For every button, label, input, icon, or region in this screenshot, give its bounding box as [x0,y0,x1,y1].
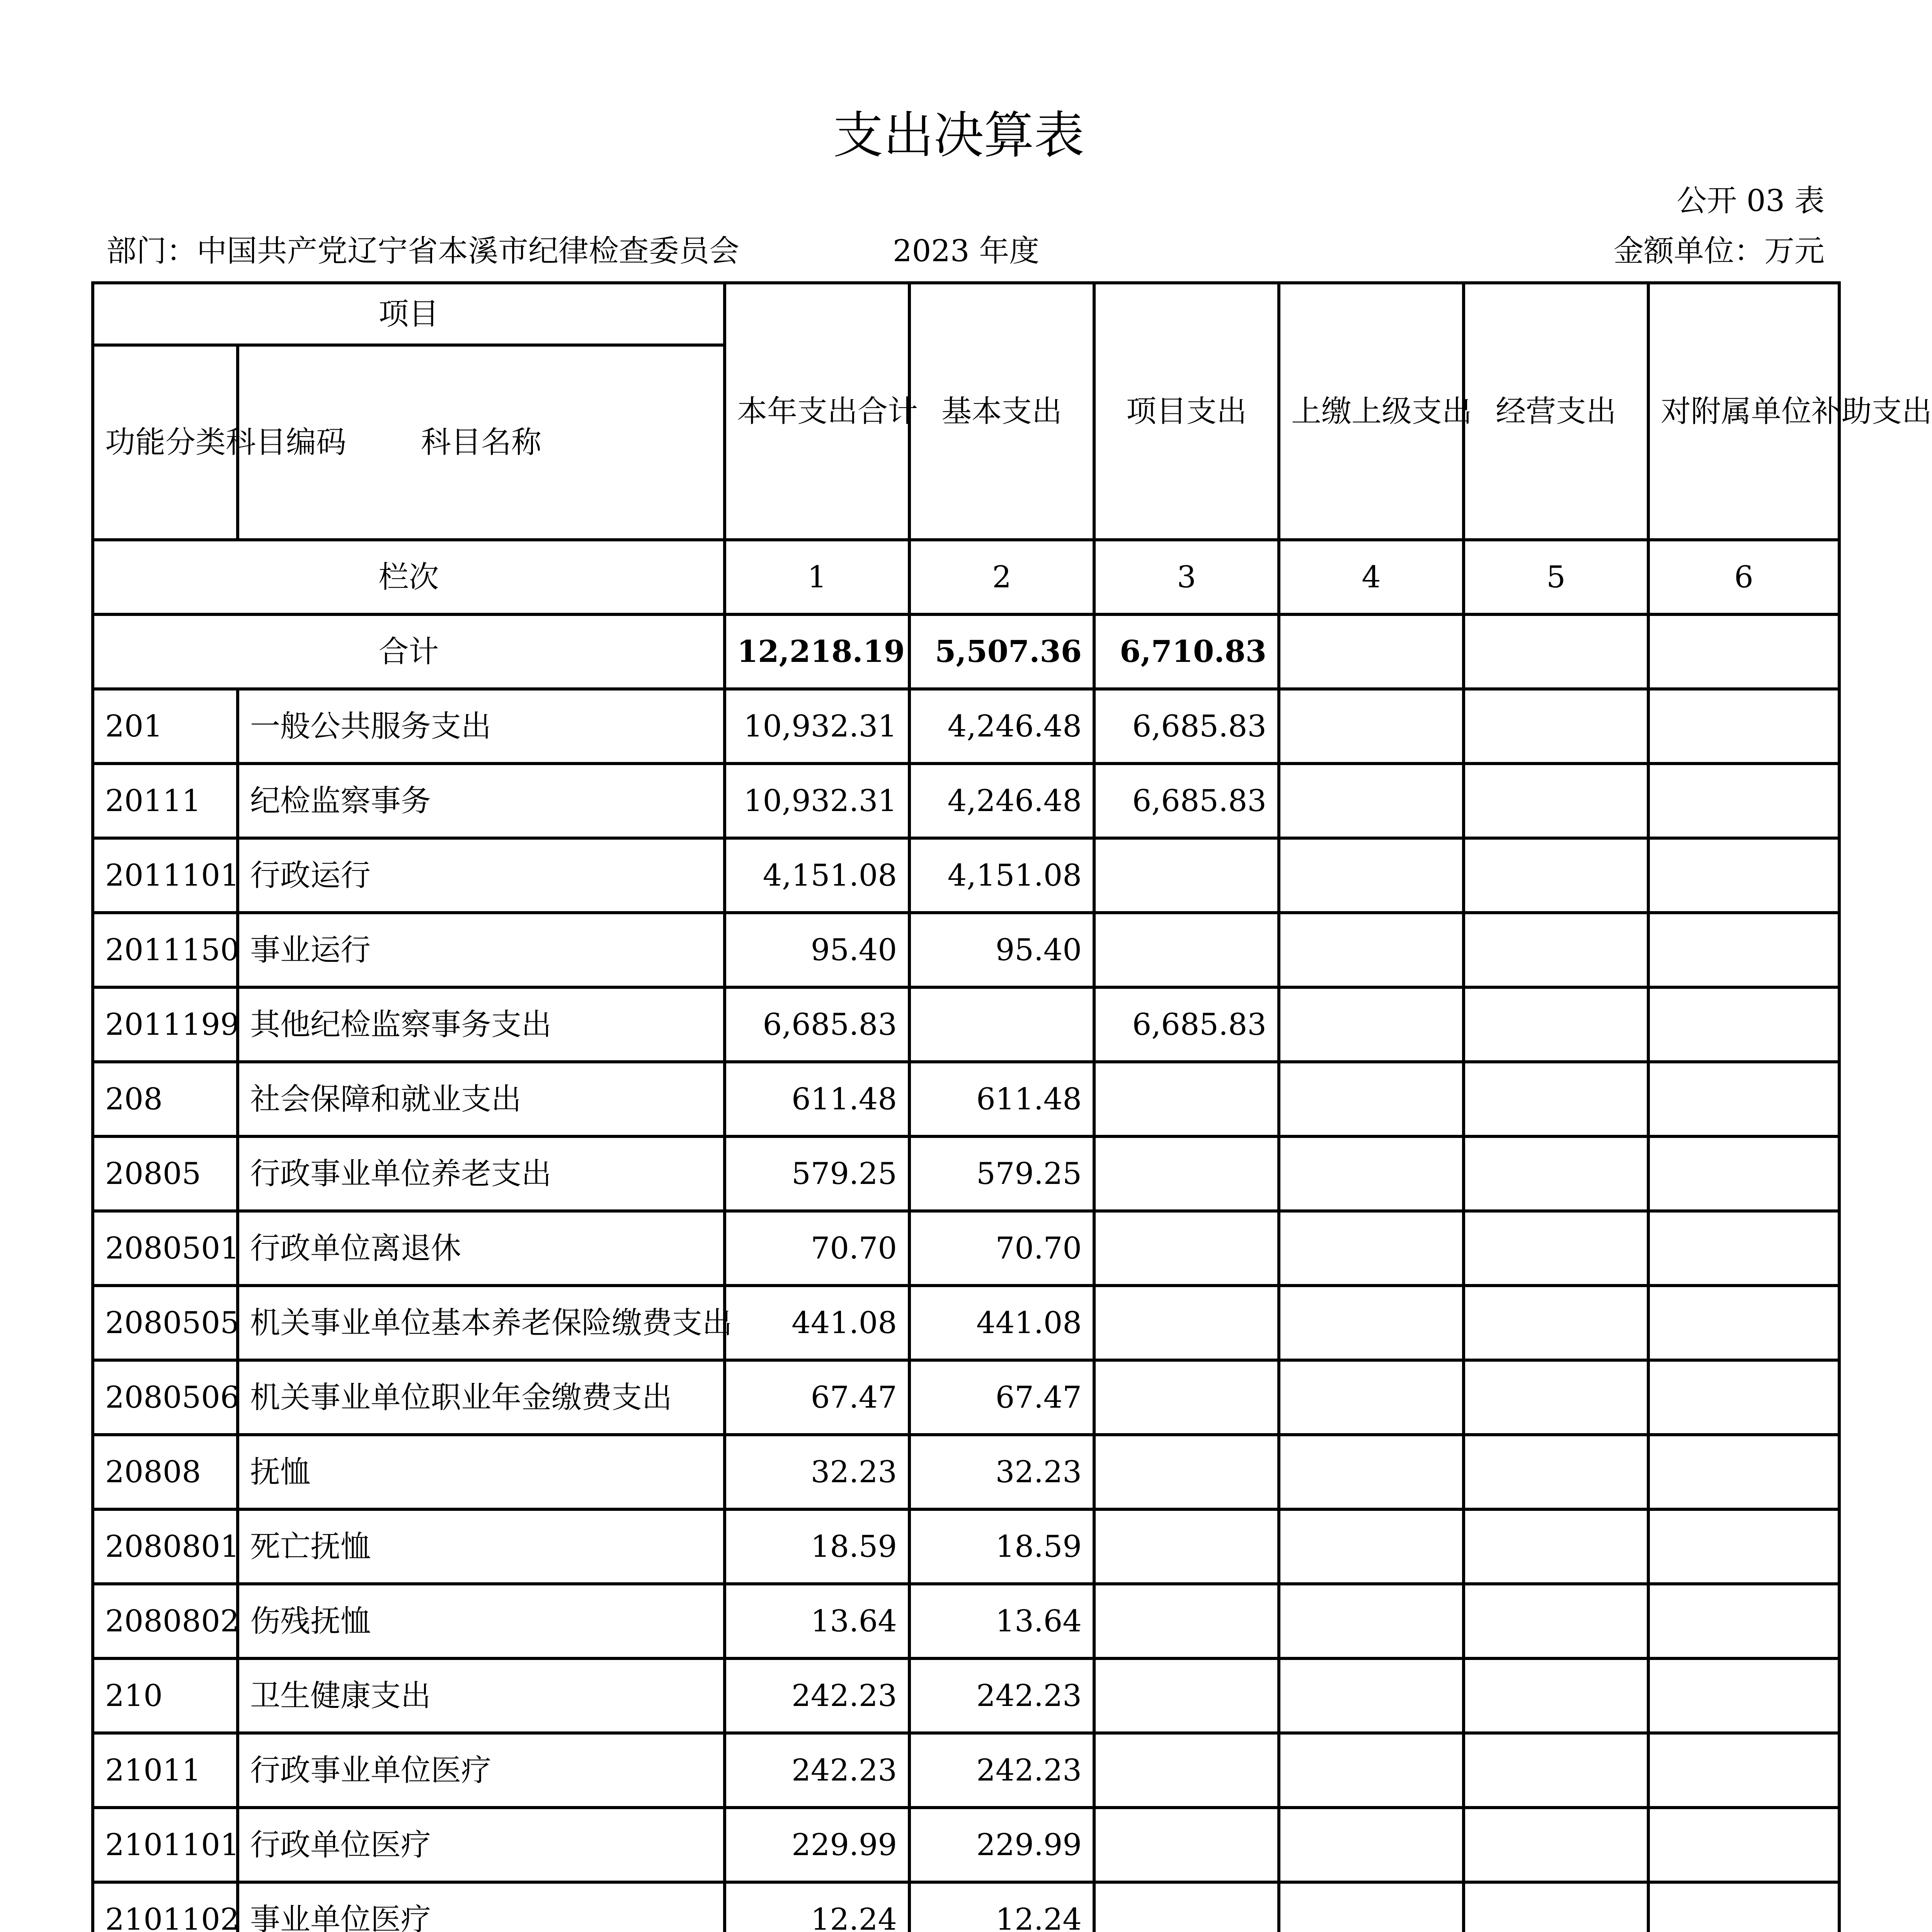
cell-subsidy [1648,1211,1839,1286]
column-number: 6 [1648,540,1839,614]
cell-basic: 67.47 [909,1360,1094,1435]
cell-business [1464,1435,1648,1509]
cell-code: 2080505 [93,1286,238,1360]
column-number: 3 [1094,540,1279,614]
table-row [93,987,1839,1062]
cell-upper [1279,1062,1464,1136]
amount-unit: 金额单位：万元 [1613,234,1825,269]
cell-total: 67.47 [725,1360,909,1435]
header-basic: 基本支出 [909,283,1094,540]
cell-business [1464,1136,1648,1211]
cell-code: 2080506 [93,1360,238,1435]
cell-total: 229.99 [725,1808,909,1882]
cell-total: 10,932.31 [725,689,909,764]
cell-name: 社会保障和就业支出 [238,1062,725,1136]
cell-business [1464,1808,1648,1882]
cell-code: 2101101 [93,1808,238,1882]
sum-business [1464,614,1648,689]
table-row [93,1808,1839,1882]
header-project-expense: 项目支出 [1094,283,1279,540]
cell-subsidy [1648,1584,1839,1658]
cell-total: 70.70 [725,1211,909,1286]
cell-name: 行政事业单位养老支出 [238,1136,725,1211]
cell-project [1094,913,1279,987]
table-row [93,689,1839,764]
cell-project [1094,1733,1279,1808]
column-number: 5 [1464,540,1648,614]
cell-code: 201 [93,689,238,764]
cell-code: 2080802 [93,1584,238,1658]
cell-code: 2101102 [93,1882,238,1932]
table-row [93,1360,1839,1435]
cell-basic: 70.70 [909,1211,1094,1286]
cell-business [1464,1211,1648,1286]
cell-code: 208 [93,1062,238,1136]
table-row [93,1062,1839,1136]
cell-basic: 441.08 [909,1286,1094,1360]
cell-basic: 12.24 [909,1882,1094,1932]
cell-code: 20111 [93,764,238,838]
cell-name: 行政单位医疗 [238,1808,725,1882]
cell-code: 210 [93,1658,238,1733]
cell-upper [1279,1136,1464,1211]
cell-project [1094,1882,1279,1932]
table-row [93,838,1839,913]
table-row [93,913,1839,987]
cell-project [1094,1435,1279,1509]
header-row [93,283,1839,345]
fiscal-year: 2023 年度 [893,234,1040,269]
cell-subsidy [1648,689,1839,764]
cell-upper [1279,1435,1464,1509]
cell-name: 抚恤 [238,1435,725,1509]
cell-basic: 4,246.48 [909,764,1094,838]
cell-total: 441.08 [725,1286,909,1360]
table-row [93,1733,1839,1808]
cell-name: 事业运行 [238,913,725,987]
page-title: 支出决算表 [833,106,1084,165]
cell-basic: 13.64 [909,1584,1094,1658]
cell-subsidy [1648,1509,1839,1584]
cell-business [1464,838,1648,913]
cell-business [1464,1360,1648,1435]
cell-code: 21011 [93,1733,238,1808]
cell-project [1094,1286,1279,1360]
cell-upper [1279,838,1464,913]
cell-name: 行政事业单位医疗 [238,1733,725,1808]
cell-code: 2011199 [93,987,238,1062]
cell-basic: 229.99 [909,1808,1094,1882]
header-business: 经营支出 [1464,283,1648,540]
cell-business [1464,1882,1648,1932]
cell-name: 事业单位医疗 [238,1882,725,1932]
cell-project [1094,1584,1279,1658]
cell-name: 死亡抚恤 [238,1509,725,1584]
cell-code: 2011150 [93,913,238,987]
cell-upper [1279,1360,1464,1435]
cell-upper [1279,1882,1464,1932]
cell-subsidy [1648,1435,1839,1509]
cell-project [1094,1509,1279,1584]
cell-project [1094,1062,1279,1136]
cell-basic: 4,151.08 [909,838,1094,913]
cell-total: 579.25 [725,1136,909,1211]
column-number-row [93,540,1839,614]
cell-total: 13.64 [725,1584,909,1658]
column-number: 4 [1279,540,1464,614]
cell-business [1464,764,1648,838]
cell-project [1094,1808,1279,1882]
table-row [93,1286,1839,1360]
cell-upper [1279,987,1464,1062]
cell-name: 行政运行 [238,838,725,913]
cell-subsidy [1648,1882,1839,1932]
cell-upper [1279,1658,1464,1733]
cell-subsidy [1648,1286,1839,1360]
cell-basic: 4,246.48 [909,689,1094,764]
table-row [93,1658,1839,1733]
cell-basic: 579.25 [909,1136,1094,1211]
cell-business [1464,689,1648,764]
cell-basic [909,987,1094,1062]
header-project: 项目 [93,283,725,345]
cell-name: 机关事业单位基本养老保险缴费支出 [238,1286,725,1360]
table-row [93,1136,1839,1211]
cell-upper [1279,1584,1464,1658]
cell-business [1464,1658,1648,1733]
cell-business [1464,1286,1648,1360]
column-number: 1 [725,540,909,614]
cell-subsidy [1648,1733,1839,1808]
cell-upper [1279,1509,1464,1584]
cell-business [1464,1062,1648,1136]
cell-project [1094,838,1279,913]
cell-code: 2080801 [93,1509,238,1584]
column-number-label: 栏次 [93,540,725,614]
header-subsidy: 对附属单位补助支出 [1648,283,1839,540]
cell-name: 伤残抚恤 [238,1584,725,1658]
sum-basic: 5,507.36 [909,614,1094,689]
cell-total: 4,151.08 [725,838,909,913]
table-number: 公开 03 表 [1677,184,1825,218]
header-name: 科目名称 [238,345,725,540]
cell-upper [1279,764,1464,838]
cell-code: 2080501 [93,1211,238,1286]
cell-business [1464,1733,1648,1808]
department-label: 部门：中国共产党辽宁省本溪市纪律检查委员会 [106,234,740,269]
cell-name: 行政单位离退休 [238,1211,725,1286]
cell-total: 6,685.83 [725,987,909,1062]
cell-total: 242.23 [725,1658,909,1733]
column-number: 2 [909,540,1094,614]
table-row [93,1509,1839,1584]
cell-basic: 611.48 [909,1062,1094,1136]
cell-subsidy [1648,1808,1839,1882]
cell-code: 2011101 [93,838,238,913]
cell-business [1464,987,1648,1062]
cell-total: 18.59 [725,1509,909,1584]
cell-total: 611.48 [725,1062,909,1136]
cell-basic: 95.40 [909,913,1094,987]
cell-total: 10,932.31 [725,764,909,838]
header-upper: 上缴上级支出 [1279,283,1464,540]
table-row [93,1435,1839,1509]
header-total: 本年支出合计 [725,283,909,540]
cell-business [1464,913,1648,987]
cell-subsidy [1648,1062,1839,1136]
sum-label: 合计 [93,614,725,689]
expenditure-table [91,281,1932,1932]
cell-basic: 242.23 [909,1658,1094,1733]
cell-basic: 32.23 [909,1435,1094,1509]
header-code: 功能分类科目编码 [93,345,238,540]
cell-name: 纪检监察事务 [238,764,725,838]
cell-subsidy [1648,913,1839,987]
cell-total: 12.24 [725,1882,909,1932]
sum-upper [1279,614,1464,689]
sum-row [93,614,1839,689]
cell-project: 6,685.83 [1094,689,1279,764]
cell-basic: 242.23 [909,1733,1094,1808]
cell-code: 20808 [93,1435,238,1509]
cell-name: 其他纪检监察事务支出 [238,987,725,1062]
cell-business [1464,1509,1648,1584]
cell-subsidy [1648,1658,1839,1733]
cell-name: 一般公共服务支出 [238,689,725,764]
cell-name: 机关事业单位职业年金缴费支出 [238,1360,725,1435]
cell-total: 242.23 [725,1733,909,1808]
cell-total: 95.40 [725,913,909,987]
cell-subsidy [1648,764,1839,838]
cell-project: 6,685.83 [1094,987,1279,1062]
cell-project [1094,1211,1279,1286]
cell-subsidy [1648,838,1839,913]
cell-upper [1279,1286,1464,1360]
cell-total: 32.23 [725,1435,909,1509]
cell-upper [1279,913,1464,987]
cell-name: 卫生健康支出 [238,1658,725,1733]
cell-subsidy [1648,1136,1839,1211]
cell-subsidy [1648,1360,1839,1435]
cell-upper [1279,1808,1464,1882]
cell-basic: 18.59 [909,1509,1094,1584]
table-row [93,1584,1839,1658]
cell-upper [1279,1211,1464,1286]
cell-upper [1279,1733,1464,1808]
cell-business [1464,1584,1648,1658]
cell-project [1094,1658,1279,1733]
cell-project [1094,1136,1279,1211]
cell-code: 20805 [93,1136,238,1211]
table-row [93,1882,1839,1932]
cell-project [1094,1360,1279,1435]
sum-project: 6,710.83 [1094,614,1279,689]
cell-upper [1279,689,1464,764]
sum-total: 12,218.19 [725,614,909,689]
table-row [93,1211,1839,1286]
cell-project: 6,685.83 [1094,764,1279,838]
sum-subsidy [1648,614,1839,689]
cell-subsidy [1648,987,1839,1062]
table-row [93,764,1839,838]
